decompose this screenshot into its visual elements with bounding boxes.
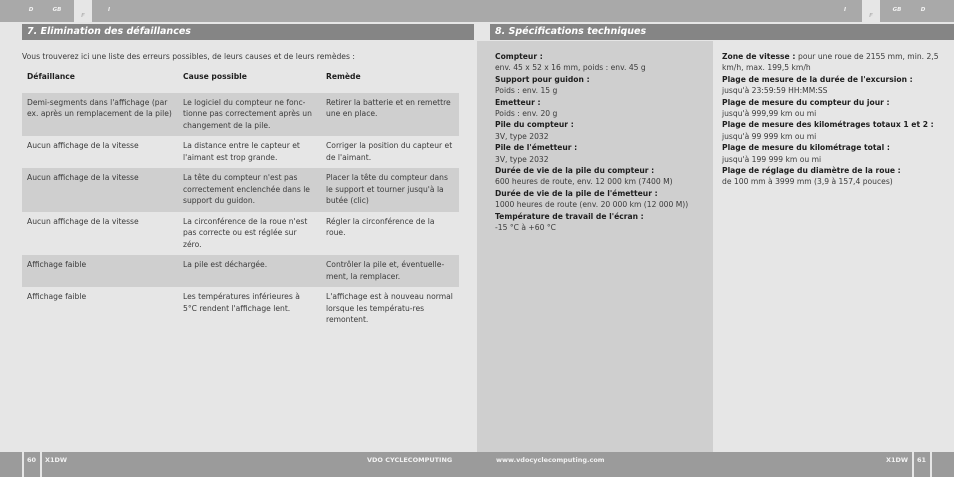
spec-key: Pile du compteur : (495, 120, 574, 130)
table-row (22, 168, 459, 212)
footer-divider (930, 452, 932, 477)
spec-key: Pile de l'émetteur : (495, 143, 578, 153)
spec-entry (722, 51, 948, 74)
spec-key: Durée de vie de la pile de l'émetteur : (495, 188, 658, 198)
spec-value: jusqu'à 99 999 km ou mi (722, 131, 817, 141)
spec-key: Plage de réglage du diamètre de la roue : (722, 166, 901, 176)
table-cell: L'affichage est à nouveau normal lorsque les températu-res remontent. (326, 292, 453, 324)
spec-value: 3V, type 2032 (495, 131, 549, 141)
table-row (22, 212, 459, 256)
table-cell: La tête du compteur n'est pas correctement enclenchée dans le support du guidon. (178, 168, 321, 212)
spec-value: jusqu'à 199 999 km ou mi (722, 154, 822, 164)
table-cell: Affichage faible (27, 292, 87, 301)
footer-model-right: X1DW (886, 456, 909, 464)
spec-key: Plage de mesure de la durée de l'excursion : (722, 74, 913, 84)
table-cell: Régler la circonférence de la roue. (326, 216, 435, 237)
spec-value: env. 45 x 52 x 16 mm, poids : env. 45 g (495, 63, 646, 73)
footer-divider (40, 452, 42, 477)
table-cell: Contrôler la pile et, éventuelle-ment, la remplacer. (321, 255, 459, 287)
lang-tab-i-right[interactable]: I (843, 7, 847, 13)
lang-tab-d-left[interactable]: D (28, 7, 34, 13)
spec-key: Plage de mesure du compteur du jour : (722, 97, 890, 107)
column-header: Défaillance (27, 72, 75, 81)
spec-column-2 (722, 51, 948, 188)
spec-value: pour une roue de 2155 mm, min. 2,5 km/h, max. 199,5 km/h (722, 52, 939, 73)
table-cell: Aucun affichage de la vitesse (27, 141, 139, 150)
language-bar (0, 0, 954, 22)
table-cell: Le logiciel du compteur ne fonc-tionne pas correctement après un changement de la pile. (178, 93, 321, 137)
spec-value: Poids : env. 20 g (495, 109, 558, 119)
page-number-left: 60 (27, 456, 37, 464)
spec-value: Poids : env. 15 g (495, 86, 558, 96)
footer-brand: VDO CYCLECOMPUTING (367, 456, 453, 464)
table-cell: Aucun affichage de la vitesse (27, 216, 139, 226)
lang-tab-d-right[interactable]: D (920, 7, 926, 13)
spec-value: 3V, type 2032 (495, 154, 549, 164)
footer-website-link[interactable]: www.vdocyclecomputing.com (496, 456, 605, 464)
lang-tab-gb-left[interactable]: GB (52, 7, 62, 13)
table-cell: Retirer la batterie et en remettre une en place. (321, 93, 459, 137)
footer-bar (0, 452, 954, 477)
spec-value: 600 heures de route, env. 12 000 km (7400 M) (495, 177, 673, 187)
table-row (22, 255, 459, 287)
spec-key: Durée de vie de la pile du compteur : (495, 166, 655, 176)
spec-key: Emetteur : (495, 97, 541, 107)
table-cell: La circonférence de la roue n'est pas correcte ou est réglée sur zéro. (183, 216, 308, 249)
section-heading-specifications: 8. Spécifications techniques (490, 24, 954, 40)
table-cell: Les températures inférieures à 5°C rendent l'affichage lent. (183, 292, 300, 313)
spec-key: Plage de mesure des kilométrages totaux 1 et 2 : (722, 120, 934, 130)
footer-model-left: X1DW (45, 456, 68, 464)
table-cell: La pile est déchargée. (178, 255, 321, 287)
table-cell: Affichage faible (22, 255, 178, 287)
table-cell: La distance entre le capteur et l'aimant est trop grande. (183, 141, 300, 162)
spec-value: -15 °C à +60 °C (495, 223, 556, 233)
table-row (22, 136, 459, 168)
column-header: Cause possible (183, 72, 247, 81)
lang-tab-f-left[interactable]: F (74, 0, 92, 22)
table-row (22, 93, 459, 137)
footer-divider (22, 452, 24, 477)
footer-divider (912, 452, 914, 477)
table-cell: Demi-segments dans l'affichage (par ex. après un remplacement de la pile) (22, 93, 178, 137)
troubleshooting-table (22, 68, 459, 331)
spec-value: jusqu'à 999,99 km ou mi (722, 109, 817, 119)
spec-key: Température de travail de l'écran : (495, 211, 644, 221)
lang-tab-i-left[interactable]: I (107, 7, 111, 13)
spec-value: 1000 heures de route (env. 20 000 km (12 000 M)) (495, 200, 689, 210)
table-header-row (22, 68, 459, 93)
table-cell: Corriger la position du capteur et de l'aimant. (326, 141, 453, 162)
spec-key: Zone de vitesse : (722, 52, 799, 61)
spec-column-1 (495, 51, 707, 234)
spec-key: Compteur : (495, 52, 543, 61)
lang-tab-f-right[interactable]: F (862, 0, 880, 22)
spec-value: de 100 mm à 3999 mm (3,9 à 157,4 pouces) (722, 177, 893, 187)
column-header: Remède (326, 72, 361, 81)
table-row (22, 287, 459, 331)
spec-value: jusqu'à 23:59:59 HH:MM:SS (722, 86, 828, 96)
section-heading-troubleshooting: 7. Elimination des défaillances (22, 24, 474, 40)
table-cell: Aucun affichage de la vitesse (22, 168, 178, 212)
intro-text: Vous trouverez ici une liste des erreurs possibles, de leurs causes et de leurs remèdes : (22, 52, 355, 61)
spec-key: Plage de mesure du kilométrage total : (722, 143, 890, 153)
lang-tab-gb-right[interactable]: GB (892, 7, 902, 13)
spec-key: Support pour guidon : (495, 74, 590, 84)
table-cell: Placer la tête du compteur dans le support et tourner jusqu'à la butée (clic) (321, 168, 459, 212)
page-number-right: 61 (917, 456, 927, 464)
